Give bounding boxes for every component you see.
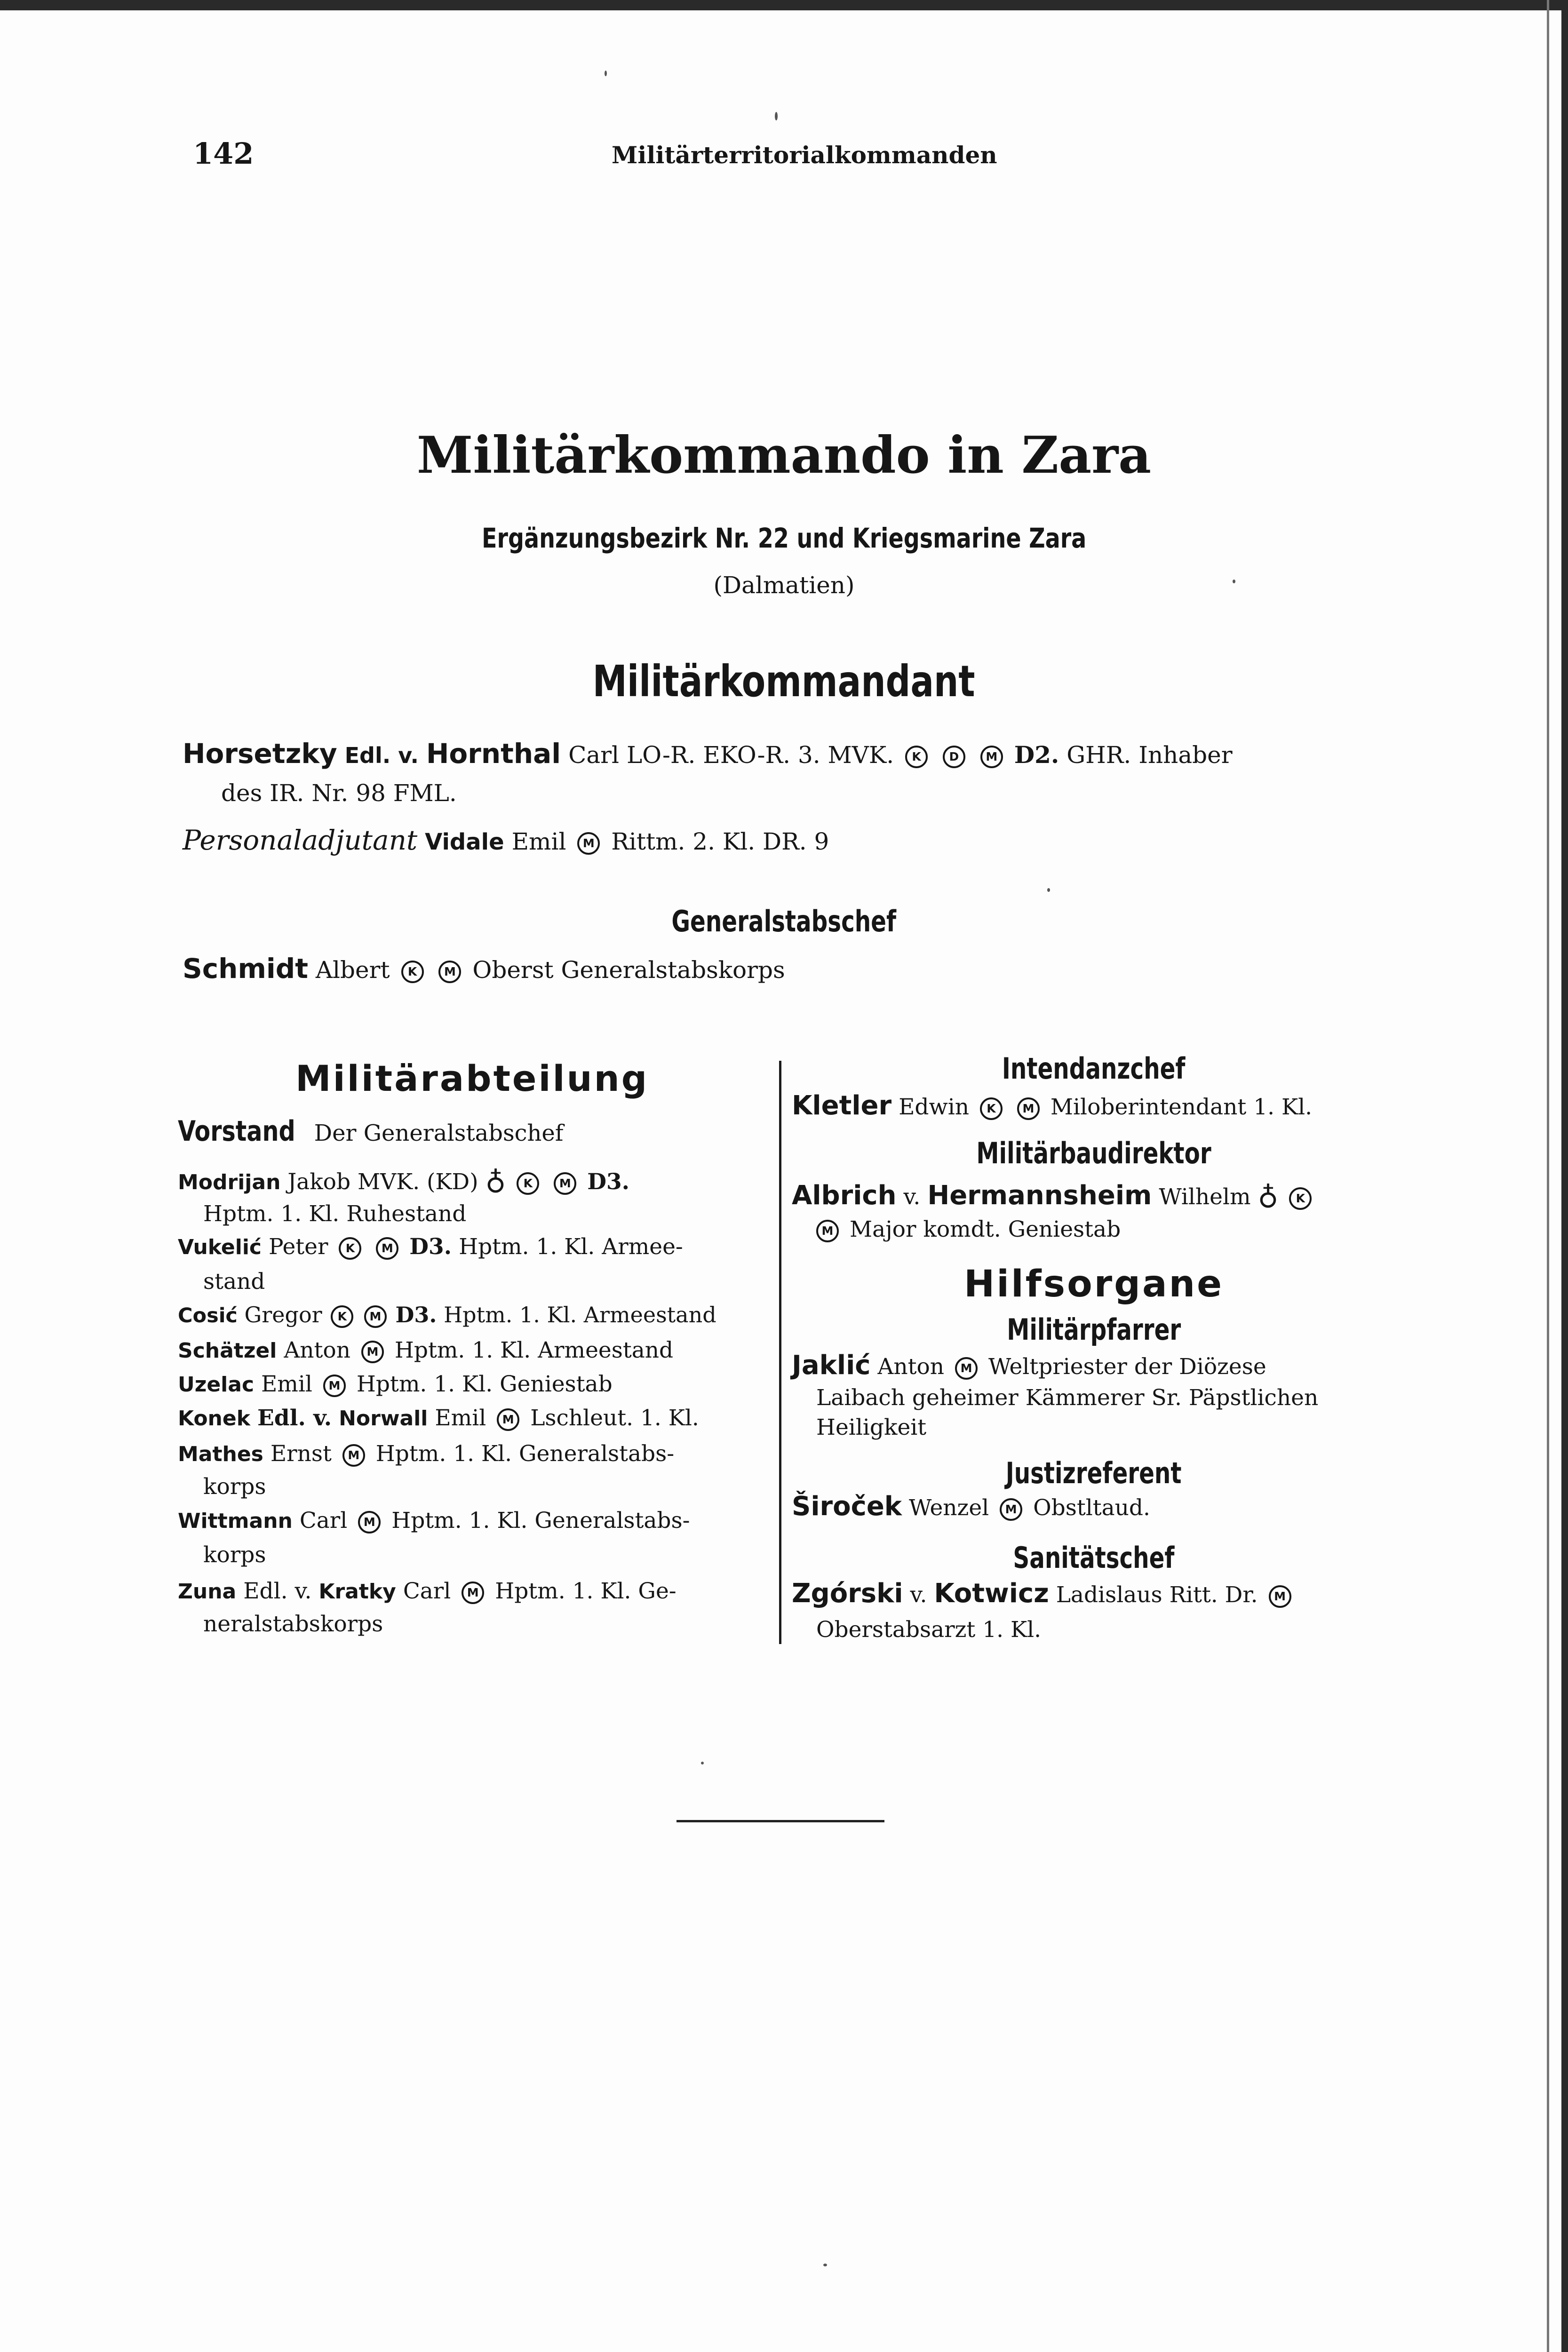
scan-speck [1047,888,1050,892]
cross-icon: ♁ [485,1163,506,1196]
entry-text: Major komdt. Geniestab [849,1216,1121,1242]
commander-heading: Militärkommandant [592,656,975,707]
entry-first: Ernst [270,1441,332,1467]
m-badge-icon: M [342,1444,365,1467]
chief-name: Schmidt [183,953,309,985]
entry-particle: v. [910,1582,927,1608]
m-badge-icon: M [364,1305,387,1328]
pfarrer-heading: Militärpfarrer [1006,1312,1181,1347]
entry-text: Hptm. 1. Kl. Generalstabs- [391,1508,690,1534]
entry-rank: Obstltaud. [1033,1495,1150,1521]
m-badge-icon: M [323,1375,346,1397]
entry-particle: Edl. v. [243,1578,312,1604]
chief-entry [183,953,785,985]
entry-text: Weltpriester der Diözese [988,1354,1266,1380]
entry-uzelac [178,1371,613,1397]
m-badge-icon: M [438,961,461,983]
entry-vukelic-line2: stand [203,1269,265,1295]
m-badge-icon: M [980,746,1003,768]
entry-first: Peter [268,1234,328,1260]
entry-d: D3. [587,1169,630,1195]
m-badge-icon: M [462,1581,484,1604]
entry-first: Wenzel [909,1495,989,1521]
baudir-heading: Militärbaudirektor [976,1136,1211,1170]
k-badge-icon: K [401,961,424,983]
entry-first: Anton [284,1337,350,1363]
pfarrer-entry [792,1350,1266,1381]
adjutant-name: Vidale [425,829,504,855]
subtitle [0,522,1568,554]
commander-text2: GHR. Inhaber [1067,741,1233,769]
k-badge-icon: K [331,1305,353,1328]
justiz-heading-wrap [790,1456,1397,1490]
cross-icon: ♁ [1258,1178,1279,1211]
entry-schaetzel [178,1337,673,1363]
pfarrer-line3: Heiligkeit [816,1414,927,1440]
entry-name2: Kotwicz [934,1578,1049,1609]
page-number: 142 [193,136,254,171]
entry-d: D3. [409,1234,452,1260]
entry-name: Kletler [792,1090,892,1121]
running-title: Militärterritorialkommanden [612,141,997,169]
k-badge-icon: K [905,746,928,768]
entry-particle: Edl. v. [257,1405,332,1431]
d-badge-icon: D [943,746,965,768]
entry-zuna [178,1578,677,1604]
k-badge-icon: K [1289,1187,1312,1210]
adjutant-first: Emil [511,828,566,855]
entry-wittmann [178,1508,690,1534]
entry-name: Konek [178,1406,250,1430]
end-rule [677,1820,884,1822]
m-badge-icon: M [1017,1097,1040,1120]
entry-name: Zuna [178,1580,237,1604]
m-badge-icon: M [1269,1585,1291,1608]
entry-name2: Hermannsheim [927,1180,1152,1211]
m-badge-icon: M [358,1511,381,1534]
entry-first: Emil [261,1371,312,1397]
intendanz-heading-wrap [790,1051,1397,1086]
baudir-entry [792,1178,1315,1211]
commander-particle: Edl. v. [344,743,419,768]
commander-entry [183,738,1233,770]
entry-text: Jakob MVK. (KD) [287,1169,478,1195]
scan-speck [701,1762,704,1764]
m-badge-icon: M [376,1237,398,1260]
k-badge-icon: K [339,1237,361,1260]
entry-modrijan [178,1163,629,1196]
m-badge-icon: M [554,1172,576,1195]
entry-text: Hptm. 1. Kl. Geniestab [356,1371,613,1397]
entry-name: Jaklić [792,1350,871,1381]
commander-surname2: Hornthal [426,738,561,770]
intendanz-entry [792,1090,1312,1121]
m-badge-icon: M [497,1408,519,1431]
entry-name: Vukelić [178,1235,262,1259]
entry-first: Emil [435,1405,486,1431]
entry-vukelic [178,1234,683,1260]
entry-modrijan-line2: Hptm. 1. Kl. Ruhestand [203,1201,467,1227]
subtitle-text: Ergänzungsbezirk Nr. 22 und Kriegsmarine Zara [481,522,1087,554]
entry-name: Schätzel [178,1339,277,1363]
scan-speck [605,71,607,76]
entry-cosic [178,1302,716,1328]
commander-entry-line2: des IR. Nr. 98 FML. [221,779,457,807]
entry-name: Uzelac [178,1373,255,1397]
entry-name: Mathes [178,1442,263,1466]
justiz-entry [792,1491,1150,1522]
entry-mathes-line2: korps [203,1474,266,1500]
entry-text: Lschleut. 1. Kl. [530,1405,699,1431]
entry-name: Wittmann [178,1509,293,1533]
sanitaet-heading: Sanitätschef [1013,1541,1175,1575]
commander-d2: D2. [1014,741,1059,769]
vorstand-label: Vorstand [178,1115,295,1148]
scan-border-right-inner [1547,0,1549,2352]
intendanz-heading: Intendanzchef [1002,1051,1186,1086]
adjutant-rank: Rittm. 2. Kl. DR. 9 [611,828,829,855]
pfarrer-heading-wrap [790,1312,1397,1347]
m-badge-icon: M [1000,1498,1022,1521]
entry-wittmann-line2: korps [203,1542,266,1568]
hilfsorgane-heading: Hilfsorgane [963,1263,1224,1305]
entry-first: Gregor [244,1302,322,1327]
scan-border-top [0,0,1568,10]
entry-name: Široček [792,1491,902,1522]
adjutant-label: Personaladjutant [183,824,418,856]
m-badge-icon: M [577,832,600,855]
scan-speck [775,112,778,120]
scan-border-right [1561,0,1568,2352]
entry-text: Hptm. 1. Kl. Armeestand [394,1337,674,1363]
justiz-heading: Justizreferent [1006,1456,1182,1490]
entry-zuna-line2: neralstabskorps [203,1611,383,1637]
sanitaet-entry [792,1578,1295,1609]
adjutant-entry [183,824,829,856]
entry-name: Cosić [178,1304,238,1327]
entry-rank: Miloberintendant 1. Kl. [1050,1094,1313,1120]
region-label: (Dalmatien) [713,572,855,599]
vorstand-text: Der Generalstabschef [314,1120,564,1146]
chief-rank: Oberst Generalstabskorps [472,956,785,984]
chief-first: Albert [315,956,390,984]
entry-text: Hptm. 1. Kl. Armee- [459,1234,683,1260]
m-badge-icon: M [816,1220,839,1242]
entry-first: Edwin [899,1094,970,1120]
chief-heading-wrap [0,904,1568,938]
page-title: Militärkommando in Zara [416,426,1152,485]
sanitaet-line2: Oberstabsarzt 1. Kl. [816,1617,1042,1643]
entry-name: Albrich [792,1180,897,1211]
entry-name: Zgórski [792,1578,903,1609]
entry-name2: Kratky [318,1580,396,1604]
baudir-heading-wrap [790,1136,1397,1170]
entry-konek [178,1405,699,1431]
hilfsorgane-heading-wrap [790,1263,1397,1305]
entry-text: Ladislaus Ritt. Dr. [1056,1582,1258,1608]
militaerabteilung-heading: Militärabteilung [295,1057,649,1099]
entry-first: Anton [877,1354,945,1380]
pfarrer-line2: Laibach geheimer Kämmerer Sr. Päpstlichen [816,1385,1319,1411]
commander-surname: Horsetzky [183,738,337,770]
m-badge-icon: M [955,1357,978,1380]
sanitaet-heading-wrap [790,1541,1397,1575]
entry-first: Wilhelm [1159,1184,1251,1210]
commander-heading-wrap [0,656,1568,707]
entry-text: Hptm. 1. Kl. Generalstabs- [375,1441,675,1467]
k-badge-icon: K [980,1097,1003,1120]
entry-particle: v. [903,1184,921,1210]
entry-name: Modrijan [178,1170,281,1194]
commander-text: Carl LO-R. EKO-R. 3. MVK. [568,741,894,769]
chief-heading: Generalstabschef [671,904,897,938]
entry-text: Hptm. 1. Kl. Armeestand [444,1302,716,1327]
entry-text: Hptm. 1. Kl. Ge- [495,1578,677,1604]
entry-name2: Norwall [339,1406,428,1430]
k-badge-icon: K [517,1172,539,1195]
scan-speck [823,2264,827,2266]
entry-mathes [178,1441,674,1467]
vorstand-entry [178,1115,564,1148]
entry-first: Carl [403,1578,451,1604]
entry-d: D3. [395,1302,437,1327]
baudir-entry-line2 [816,1216,1121,1242]
m-badge-icon: M [361,1341,384,1363]
entry-first: Carl [299,1508,348,1534]
column-divider [779,1061,781,1644]
